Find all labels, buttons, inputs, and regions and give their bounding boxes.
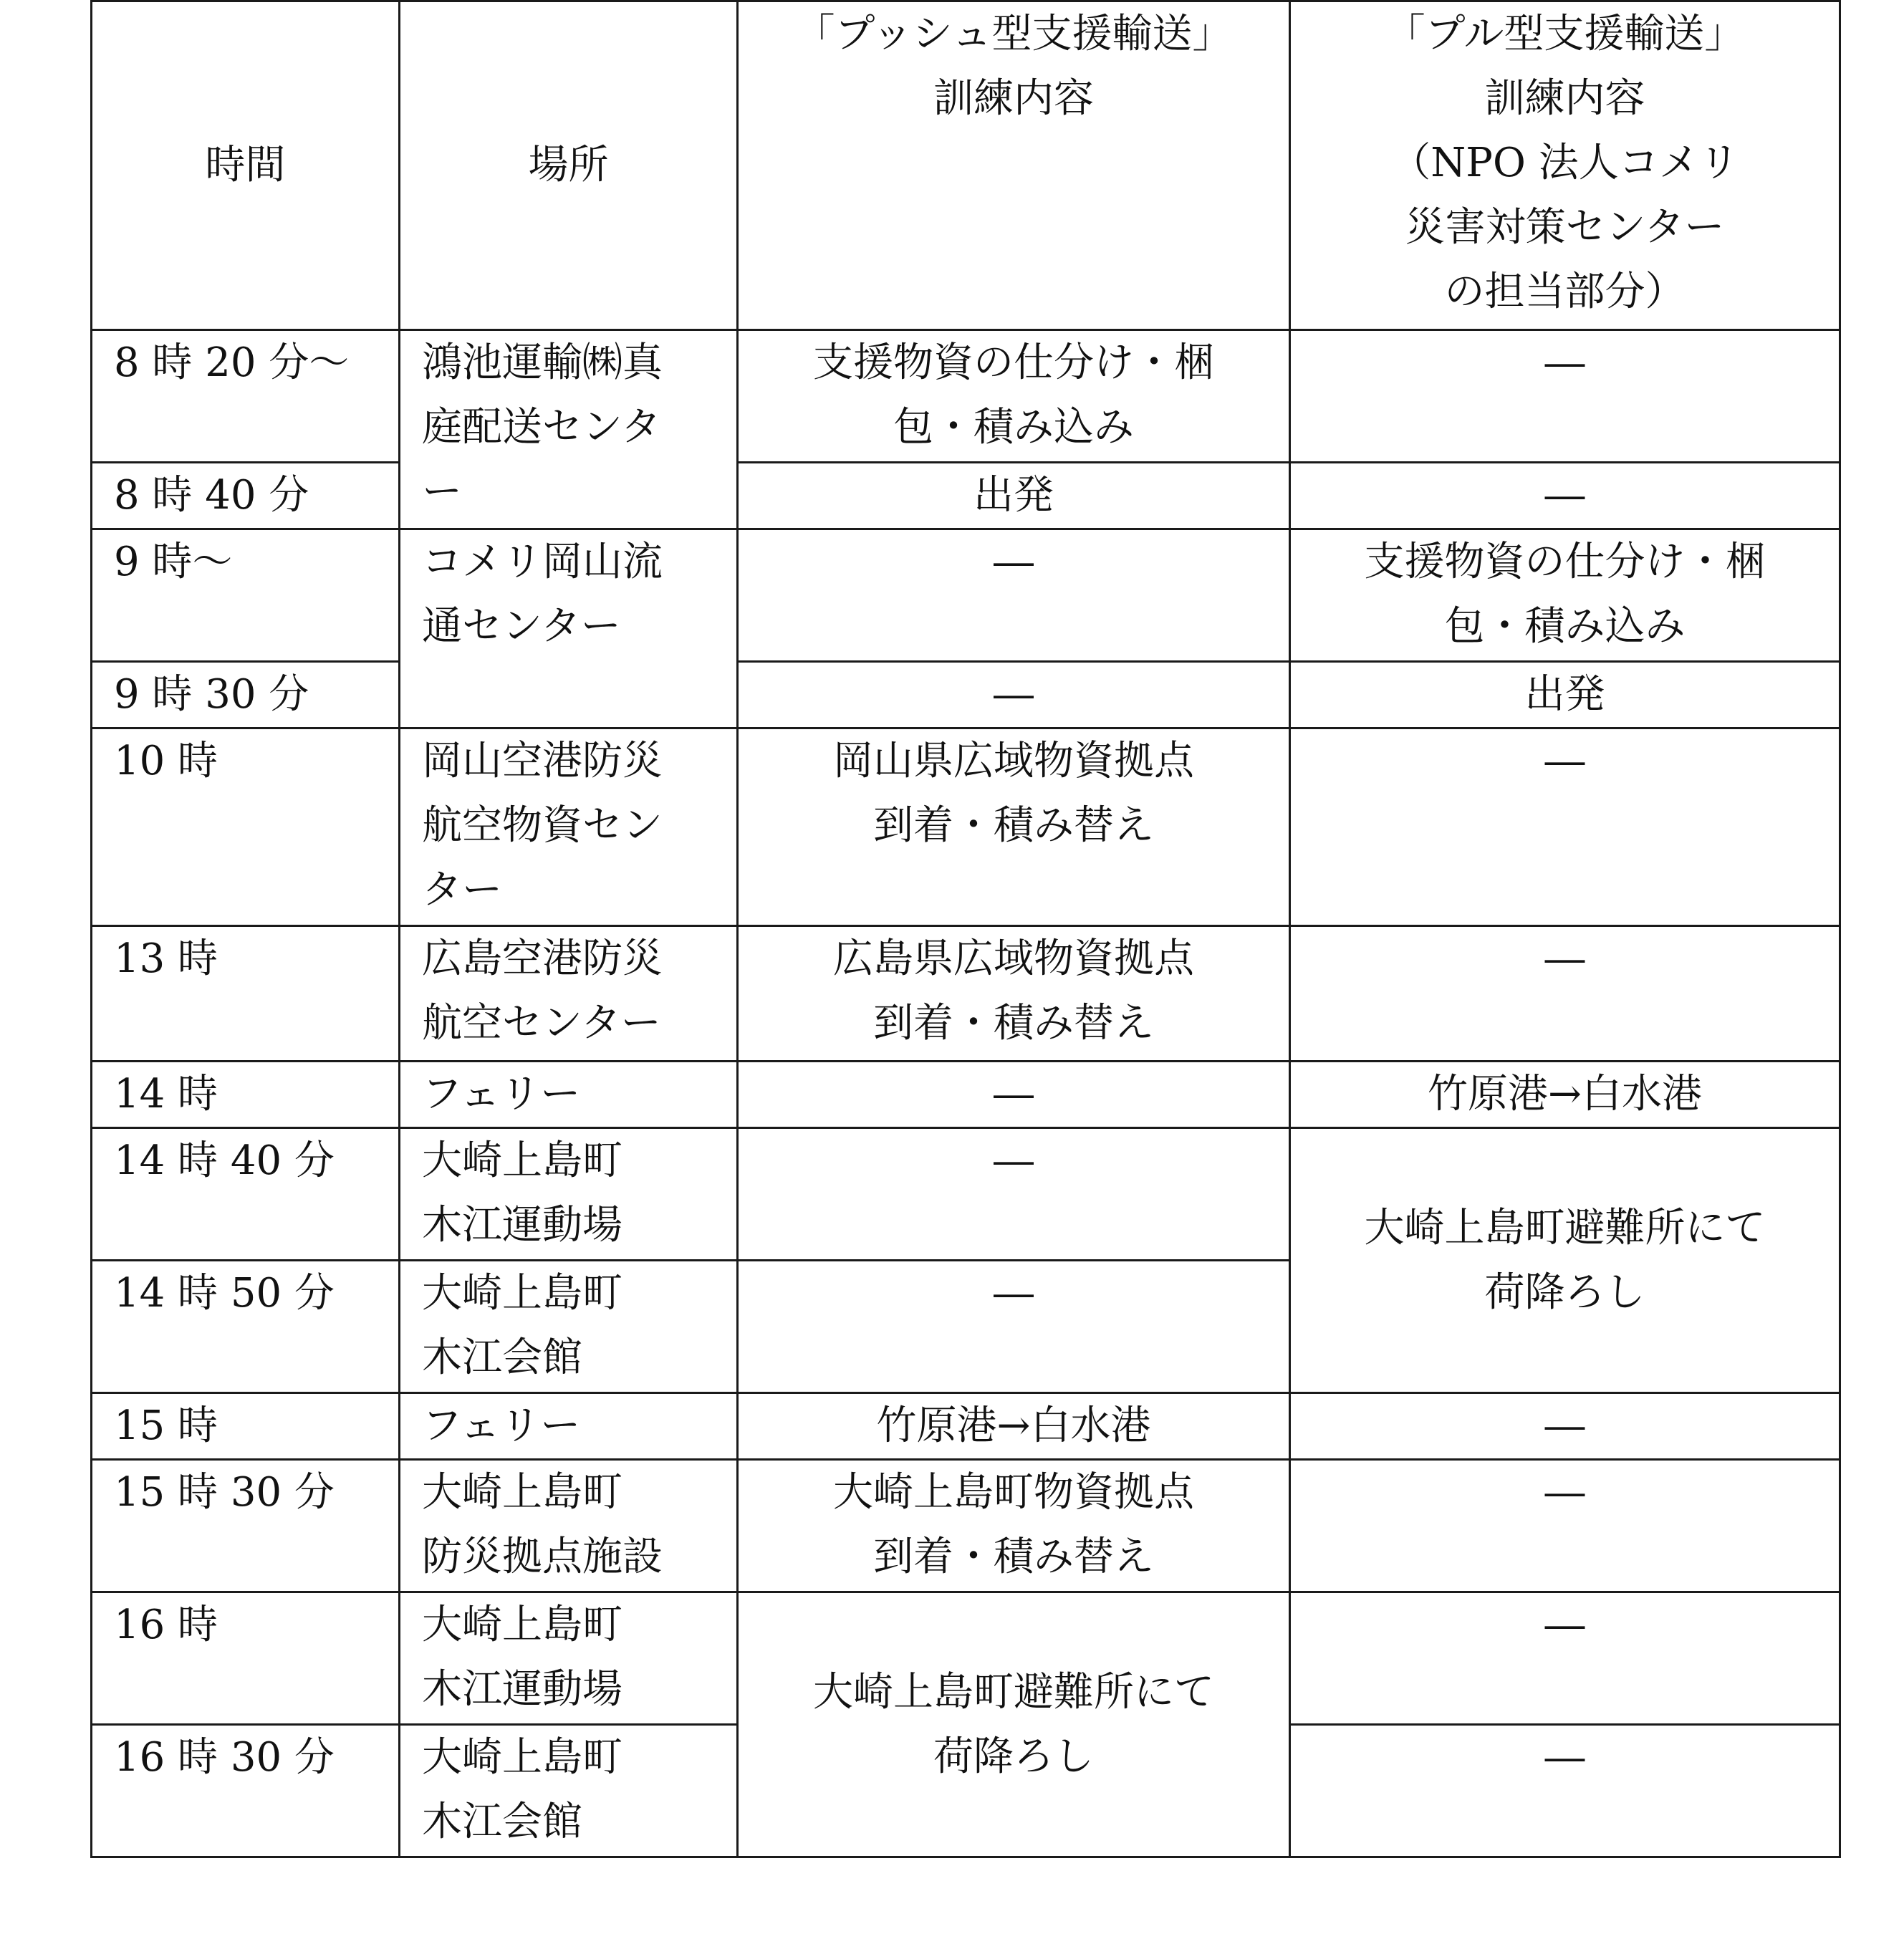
header-push-content: 「プッシュ型支援輸送」 訓練内容	[738, 1, 1290, 330]
pull-content-cell: 出発	[1290, 662, 1840, 728]
time-cell: 16 時 30 分	[92, 1725, 400, 1857]
push-content-cell: 竹原港→白水港	[738, 1393, 1290, 1460]
place-cell: 大崎上島町 木江会館	[400, 1261, 738, 1393]
push-content-cell: 大崎上島町避難所にて 荷降ろし	[738, 1592, 1290, 1857]
time-cell: 16 時	[92, 1592, 400, 1725]
pull-content-cell: ―	[1290, 1592, 1840, 1725]
table-row	[92, 1393, 1840, 1460]
pull-content-cell: ―	[1290, 463, 1840, 529]
pull-content-cell: ―	[1290, 330, 1840, 463]
time-cell: 9 時 30 分	[92, 662, 400, 728]
pull-content-cell: ―	[1290, 1393, 1840, 1460]
time-cell: 10 時	[92, 728, 400, 926]
pull-content-cell: 竹原港→白水港	[1290, 1062, 1840, 1128]
place-cell: 鴻池運輸㈱真 庭配送センタ ー	[400, 330, 738, 529]
table-row	[92, 1128, 1840, 1261]
place-cell: フェリー	[400, 1393, 738, 1460]
place-cell: 大崎上島町 木江運動場	[400, 1592, 738, 1725]
table-row	[92, 330, 1840, 463]
time-cell: 14 時	[92, 1062, 400, 1128]
push-content-cell: ―	[738, 529, 1290, 662]
place-cell: 大崎上島町 防災拠点施設	[400, 1460, 738, 1592]
push-content-cell: ―	[738, 1128, 1290, 1261]
pull-content-cell: ―	[1290, 728, 1840, 926]
table-row	[92, 1460, 1840, 1592]
place-cell: 大崎上島町 木江運動場	[400, 1128, 738, 1261]
table-row	[92, 728, 1840, 926]
time-cell: 14 時 40 分	[92, 1128, 400, 1261]
place-cell: 岡山空港防災 航空物資セン ター	[400, 728, 738, 926]
table-row	[92, 926, 1840, 1062]
time-cell: 13 時	[92, 926, 400, 1062]
time-cell: 15 時	[92, 1393, 400, 1460]
time-cell: 8 時 40 分	[92, 463, 400, 529]
time-cell: 15 時 30 分	[92, 1460, 400, 1592]
pull-content-cell: ―	[1290, 1725, 1840, 1857]
place-cell: 広島空港防災 航空センター	[400, 926, 738, 1062]
table-row	[92, 529, 1840, 662]
header-pull-content: 「プル型支援輸送」 訓練内容 （NPO 法人コメリ 災害対策センター の担当部分）	[1290, 1, 1840, 330]
push-content-cell: 出発	[738, 463, 1290, 529]
header-row	[92, 1, 1840, 330]
table-row	[92, 1062, 1840, 1128]
time-cell: 8 時 20 分～	[92, 330, 400, 463]
push-content-cell: 岡山県広域物資拠点 到着・積み替え	[738, 728, 1290, 926]
place-cell: 大崎上島町 木江会館	[400, 1725, 738, 1857]
pull-content-cell: ―	[1290, 1460, 1840, 1592]
pull-content-cell: ―	[1290, 926, 1840, 1062]
time-cell: 9 時～	[92, 529, 400, 662]
push-content-cell: ―	[738, 1062, 1290, 1128]
table-row	[92, 1592, 1840, 1725]
table-row	[92, 662, 1840, 728]
header-place: 場所	[400, 1, 738, 330]
table-row	[92, 463, 1840, 529]
time-cell: 14 時 50 分	[92, 1261, 400, 1393]
push-content-cell: ―	[738, 662, 1290, 728]
push-content-cell: ―	[738, 1261, 1290, 1393]
pull-content-cell: 大崎上島町避難所にて 荷降ろし	[1290, 1128, 1840, 1393]
push-content-cell: 広島県広域物資拠点 到着・積み替え	[738, 926, 1290, 1062]
push-content-cell: 支援物資の仕分け・梱 包・積み込み	[738, 330, 1290, 463]
push-content-cell: 大崎上島町物資拠点 到着・積み替え	[738, 1460, 1290, 1592]
schedule-table	[90, 0, 1841, 1858]
place-cell: コメリ岡山流 通センター	[400, 529, 738, 728]
header-time: 時間	[92, 1, 400, 330]
pull-content-cell: 支援物資の仕分け・梱 包・積み込み	[1290, 529, 1840, 662]
place-cell: フェリー	[400, 1062, 738, 1128]
